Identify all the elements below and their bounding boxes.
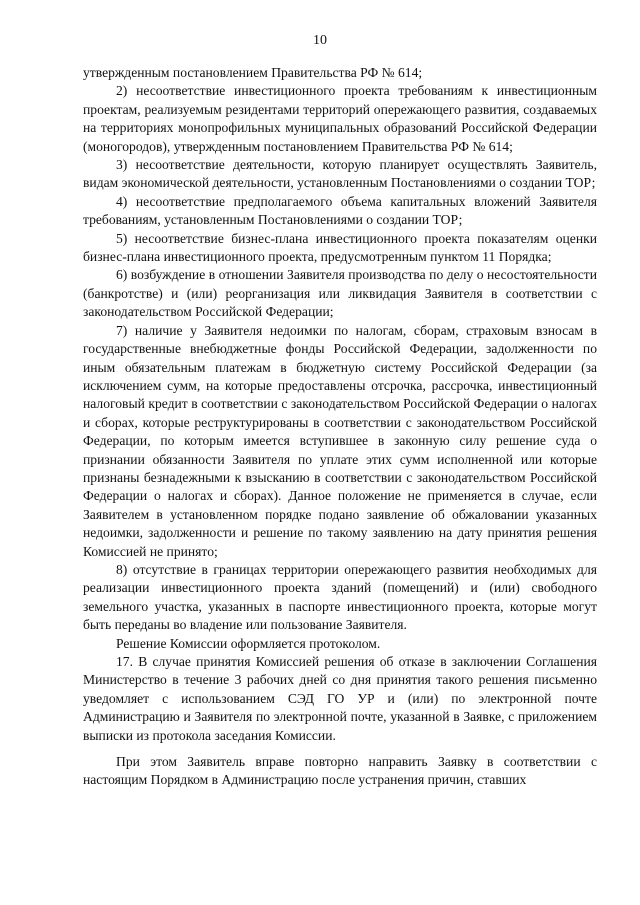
paragraph-clause-17: 17. В случае принятия Комиссией решения об отказе в заключении Соглашения Министерство в течение 3 рабочих дней со дня принятия такого решения письменно уведомляет с использованием СЭД ГО УР и (или) по электронной почте Администрацию и Заявителя по электронной почте, указанной в Заявке, с приложением выписки из протокола заседания Комиссии. xyxy=(83,654,597,743)
paragraph-item-4: 4) несоответствие предполагаемого объема капитальных вложений Заявителя требованиям, установленным Постановлениями о создании ТОР; xyxy=(83,193,597,228)
paragraph-decision-note: Решение Комиссии оформляется протоколом. xyxy=(116,635,381,651)
paragraph-resubmission: При этом Заявитель вправе повторно направить Заявку в соответствии с настоящим Порядком в Администрацию после устранения причин, ставших xyxy=(83,754,597,788)
paragraph-item-3: 3) несоответствие деятельности, которую планирует осуществлять Заявитель, видам экономической деятельности, установленным Постановлениями о создании ТОР; xyxy=(83,157,597,191)
paragraph-continuation: утвержденным постановлением Правительства РФ № 614; xyxy=(83,65,423,80)
paragraph-item-7: 7) наличие у Заявителя недоимки по налогам, сборам, страховым взносам в государственные внебюджетные фонды Российской Федерации, задолженности по иным обязательным платежам в бюджетную систему Российской Федерации (за исключением сумм, на которые предоставлены отсрочка, рассрочка, инвестиционный налоговый кредит в соответствии с законодательством Российской Федерации о налогах и сборах, которые реструктурированы в соответствии с законодательством Российской Федерации, по которым имеется вступившее в законную силу решение суда о признании обязанности Заявителя по уплате этих сумм исполненной или которые признаны безнадежными к взысканию в соответствии с законодательством Российской Федерации о налогах и сборах). Данное положение не применяется в случае, если Заявителем в установленном порядке подано заявление об обжаловании указанных недоимки, задолженности и решение по такому заявлению на дату принятия решения Комиссией не принято; xyxy=(83,322,597,559)
paragraph-item-6: 6) возбуждение в отношении Заявителя производства по делу о несостоятельности (банкротстве) и (или) реорганизация или ликвидация Заявителя в соответствии с законодательством Российской Федерации; xyxy=(83,267,597,320)
page-number: 10 xyxy=(313,33,327,48)
paragraph-item-8: 8) отсутствие в границах территории опережающего развития необходимых для реализации инвестиционного проекта зданий (помещений) и (или) свободного земельного участка, указанных в паспорте инвестиционного проекта, которые могут быть переданы во владение или пользование Заявителя. xyxy=(83,561,597,633)
paragraph-item-5: 5) несоответствие бизнес-плана инвестиционного проекта показателям оценки бизнес-плана инвестиционного проекта, предусмотренным пунктом 11 Порядка; xyxy=(83,230,597,265)
paragraph-item-2: 2) несоответствие инвестиционного проекта требованиям к инвестиционным проектам, реализуемым резидентами территорий опережающего развития, создаваемых на территориях монопрофильных муниципальных образований Российской Федерации (моногородов), утвержденным постановлением Правительства РФ № 614; xyxy=(83,83,597,154)
document-body xyxy=(83,64,597,790)
